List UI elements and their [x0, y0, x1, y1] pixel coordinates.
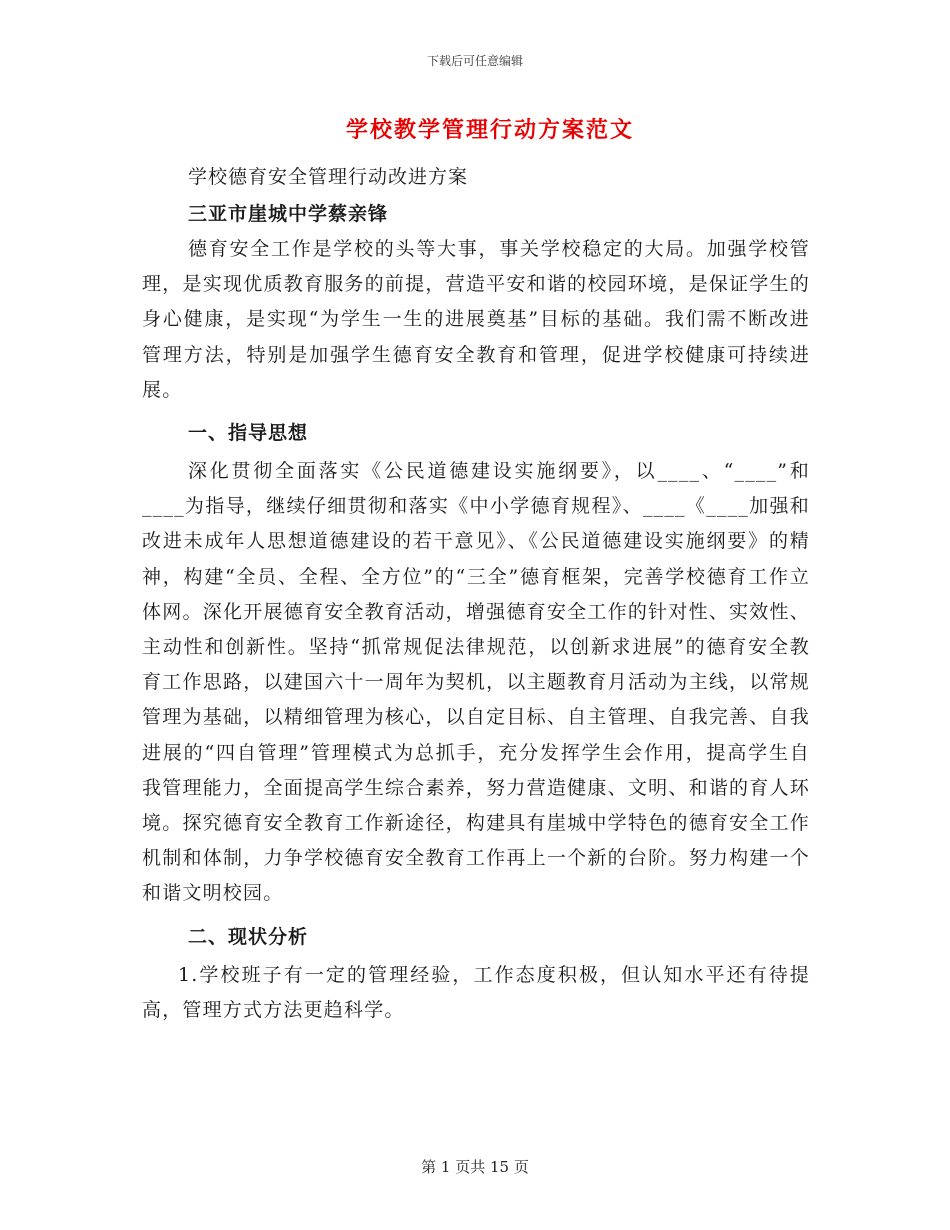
page-number: 第 1 页共 15 页 [421, 1158, 529, 1176]
page-header: 下载后可任意编辑 [426, 54, 523, 68]
document-author: 三亚市崖城中学蔡亲锋 [188, 203, 389, 225]
intro-paragraph: 德育安全工作是学校的头等大事，事关学校稳定的大局。加强学校管理，是实现优质教育服务的前提，营造平安和谐的校园环境，是保证学生的身心健康，是实现“为学生一生的进展奠基”目标的基础。我们需不断改进管理方法，特别是加强学生德育安全教育和管理，促进学校健康可持续进展。 [142, 238, 810, 401]
section-heading-status-analysis: 二、现状分析 [188, 925, 309, 948]
section-heading-guiding-ideology: 一、指导思想 [188, 422, 309, 445]
guiding-ideology-paragraph: 深化贯彻全面落实《公民道德建设实施纲要》，以____、“____”和____为指导，继续仔细贯彻和落实《中小学德育规程》、____《____加强和改进未成年人思想道德建设的若干意见》、《公民道德建设实施纲要》的精神，构建“全员、全程、全方位”的“三全”德育框架，完善学校德育工作立体网。深化开展德育安全教育活动，增强德育安全工作的针对性、实效性、主动性和创新性。坚持“抓常规促法律规范，以创新求进展”的德育安全教育工作思路，以建国六十一周年为契机，以主题教育月活动为主线，以常规管理为基础，以精细管理为核心，以自定目标、自主管理、自我完善、自我进展的“四自管理”管理模式为总抓手，充分发挥学生会作用，提高学生自我管理能力，全面提高学生综合素养，努力营造健康、文明、和谐的育人环境。探究德育安全教育工作新途径，构建具有崖城中学特色的德育安全工作机制和体制，力争学校德育安全教育工作再上一个新的台阶。努力构建一个和谐文明校园。 [142, 460, 810, 905]
document-body [142, 110, 810, 1028]
document-title: 学校教学管理行动方案范文 [345, 117, 634, 143]
status-analysis-item-1: 1.学校班子有一定的管理经验，工作态度积极，但认知水平还有待提高，管理方式方法更趋科学。 [142, 963, 810, 1021]
document-subtitle: 学校德育安全管理行动改进方案 [188, 166, 469, 188]
